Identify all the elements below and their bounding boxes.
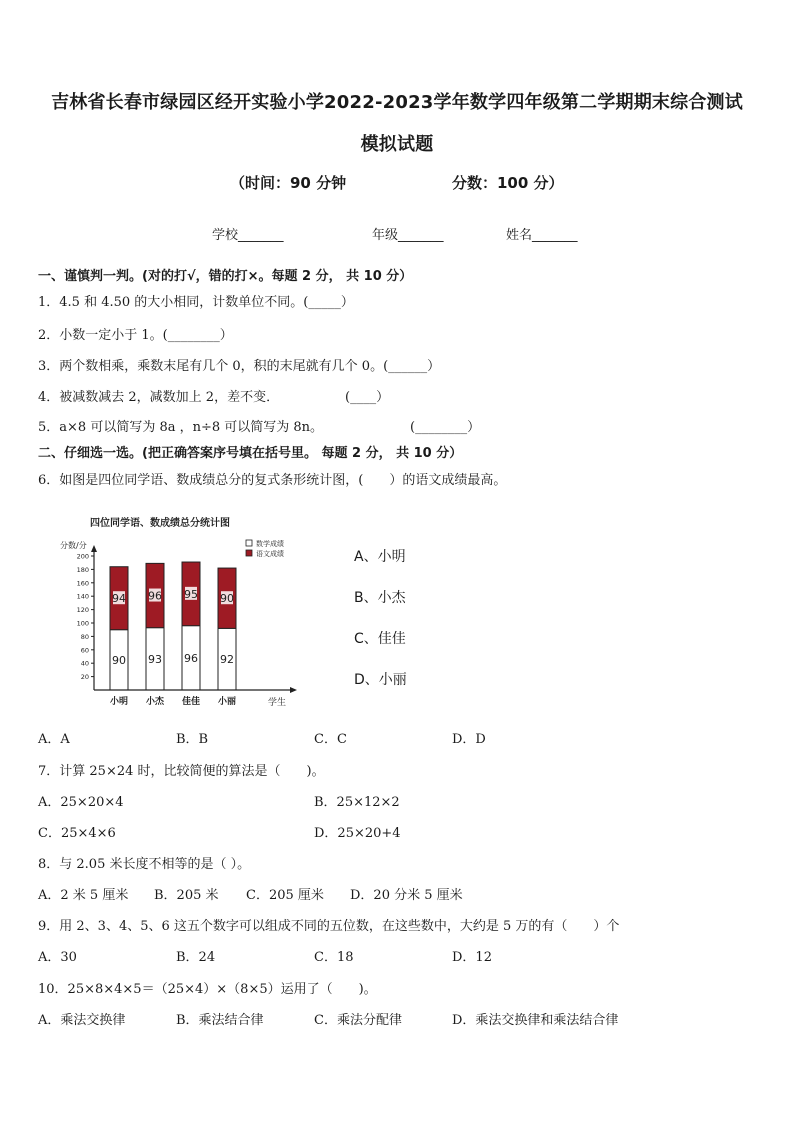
x-tick-label: 小明: [109, 697, 129, 707]
q7-option-c[interactable]: C．25×4×6: [38, 826, 116, 841]
q10-option-b[interactable]: B．乘法结合律: [176, 1013, 264, 1028]
x-tick-label: 佳佳: [181, 697, 201, 707]
bar-data-label: 90: [112, 653, 126, 667]
q9-option-a[interactable]: A．30: [38, 950, 77, 965]
chart-option-c: C、佳佳: [354, 631, 406, 647]
q10-option-c[interactable]: C．乘法分配律: [314, 1013, 402, 1028]
score-label: 分数：100 分）: [452, 174, 564, 192]
chart-title: 四位同学语、数成绩总分统计图: [90, 518, 230, 529]
chart-option-a: A、小明: [354, 549, 406, 565]
question-4: 4．被减数减去 2，减数加上 2，差不变．: [38, 390, 280, 405]
q9-option-d[interactable]: D．12: [452, 950, 492, 965]
section-2-heading: 二、仔细选一选。(把正确答案序号填在括号里。 每题 2 分， 共 10 分）: [38, 446, 463, 461]
y-tick-label: 200: [76, 552, 89, 561]
chart-legend: [246, 539, 284, 558]
legend-label: 语文成绩: [256, 550, 284, 558]
legend-swatch: [246, 540, 252, 546]
chart-option-b: B、小杰: [354, 590, 406, 606]
q6-option-c[interactable]: C．C: [314, 732, 347, 747]
question-9: 9．用 2、3、4、5、6 这五个数字可以组成不同的五位数，在这些数中，大约是 5 万的有（ ）个: [38, 919, 620, 934]
q6-option-d[interactable]: D．D: [452, 732, 486, 747]
y-tick-label: 120: [76, 606, 89, 615]
question-8: 8．与 2.05 米长度不相等的是（ ）。: [38, 857, 251, 872]
question-10: 10．25×8×4×5＝（25×4）×（8×5）运用了（ )。: [38, 982, 377, 997]
question-7: 7．计算 25×24 时，比较简便的算法是（ )。: [38, 764, 325, 779]
chart-y-axis-label: 分数/分: [60, 541, 87, 550]
y-tick-label: 100: [76, 619, 89, 628]
question-6: 6．如图是四位同学语、数成绩总分的复式条形统计图，( ）的语文成绩最高。: [38, 473, 507, 488]
q9-option-b[interactable]: B．24: [176, 950, 216, 965]
bar-data-label: 96: [184, 651, 198, 665]
grade-field[interactable]: 年级_______: [372, 228, 444, 243]
legend-label: 数学成绩: [256, 540, 284, 548]
q8-option-b[interactable]: B．205 米: [154, 888, 219, 903]
q6-option-b[interactable]: B．B: [176, 732, 209, 747]
chart-y-axis-arrow: [91, 545, 97, 552]
y-tick-label: 20: [80, 673, 89, 682]
question-3: 3．两个数相乘，乘数末尾有几个 0，积的末尾就有几个 0。(______）: [38, 359, 441, 374]
question-1: 1．4.5 和 4.50 的大小相同，计数单位不同。(_____）: [38, 295, 354, 310]
x-tick-label: 小杰: [145, 697, 165, 707]
y-tick-label: 180: [76, 565, 89, 574]
bar-data-label: 94: [112, 592, 126, 606]
title-line-2: 模拟试题: [360, 134, 434, 155]
y-tick-label: 60: [80, 646, 89, 655]
chart-option-d: D、小丽: [354, 672, 407, 688]
question-2: 2．小数一定小于 1。(________）: [38, 328, 233, 343]
bar-data-label: 96: [148, 589, 162, 603]
chart-bars: [110, 562, 236, 690]
q6-option-a[interactable]: A．A: [38, 732, 70, 747]
bar-data-label: 95: [184, 587, 198, 601]
school-field[interactable]: 学校_______: [212, 228, 284, 243]
q8-option-a[interactable]: A．2 米 5 厘米: [38, 888, 129, 903]
bar-data-label: 90: [220, 592, 234, 606]
y-tick-label: 40: [80, 659, 89, 668]
chart-y-ticks: [77, 553, 94, 682]
title-line-1: 吉林省长春市绿园区经开实验小学2022-2023学年数学四年级第二学期期末综合测试: [51, 92, 743, 113]
legend-swatch: [246, 550, 252, 556]
chart-x-tick-labels: [110, 695, 236, 707]
question-5: 5．a×8 可以简写为 8a ，n÷8 可以简写为 8n。: [38, 420, 324, 435]
question-4-blank[interactable]: (____）: [345, 390, 390, 405]
q8-option-d[interactable]: D．20 分米 5 厘米: [350, 888, 463, 903]
y-tick-label: 160: [76, 579, 89, 588]
q10-option-a[interactable]: A．乘法交换律: [38, 1013, 126, 1028]
q8-option-c[interactable]: C．205 厘米: [246, 888, 324, 903]
name-field[interactable]: 姓名_______: [506, 228, 578, 243]
y-tick-label: 80: [80, 632, 89, 641]
q7-option-b[interactable]: B．25×12×2: [314, 795, 400, 810]
x-tick-label: 小丽: [217, 697, 237, 707]
y-tick-label: 140: [76, 592, 89, 601]
time-label: （时间：90 分钟: [230, 174, 347, 192]
chart-x-axis-label: 学生: [268, 698, 287, 708]
q7-option-d[interactable]: D．25×20+4: [314, 826, 401, 841]
stacked-bar-chart: [60, 512, 300, 712]
chart-x-axis-arrow: [290, 687, 297, 693]
section-1-heading: 一、谨慎判一判。(对的打√，错的打×。每题 2 分， 共 10 分）: [38, 269, 413, 284]
bar-data-label: 92: [220, 653, 234, 667]
q10-option-d[interactable]: D．乘法交换律和乘法结合律: [452, 1013, 619, 1028]
question-5-blank[interactable]: (________）: [410, 420, 481, 435]
bar-data-label: 93: [148, 652, 162, 666]
q7-option-a[interactable]: A．25×20×4: [38, 795, 124, 810]
q9-option-c[interactable]: C．18: [314, 950, 354, 965]
